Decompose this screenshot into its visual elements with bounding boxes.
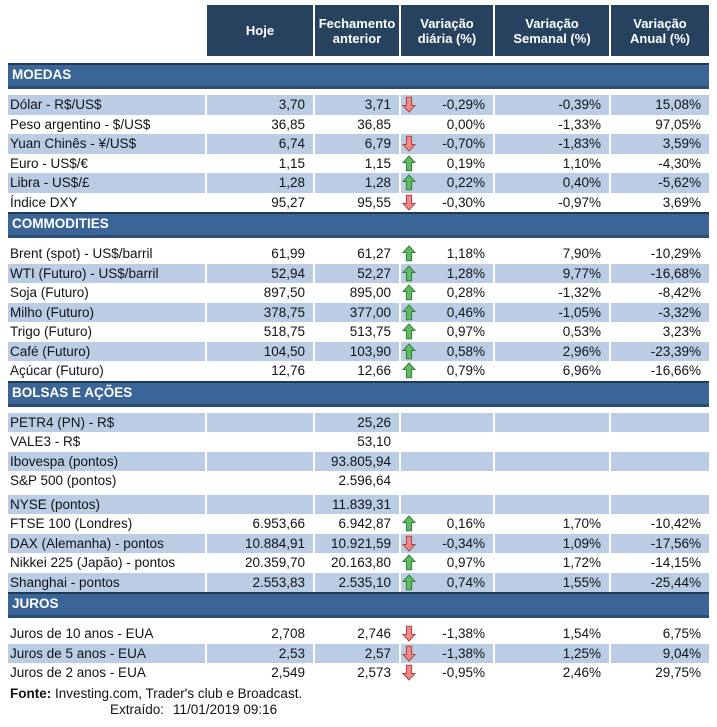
- cell-variacao-semanal: 0,40%: [495, 173, 609, 193]
- cell-hoje: 2,708: [271, 626, 305, 641]
- cell-hoje: [207, 495, 313, 515]
- cell-variacao-diaria: 0,16%: [401, 514, 493, 534]
- column-header-variacao-anual: Variação Anual (%): [611, 5, 709, 56]
- extracted-line: [10, 702, 709, 718]
- cell-variacao-anual: -25,44%: [611, 573, 709, 593]
- cell-instrument-label: Yuan Chinês - ¥/US$: [8, 134, 205, 154]
- column-header-variacao-diaria: Variação diária (%): [401, 5, 493, 56]
- table-row: [8, 154, 709, 174]
- cell-hoje: 12,76: [271, 363, 305, 378]
- cell-hoje: 3,70: [207, 95, 313, 115]
- table-row: [8, 115, 709, 135]
- cell-instrument-label: Juros de 2 anos - EUA: [10, 665, 146, 680]
- cell-variacao-diaria: -0,29%: [401, 95, 493, 115]
- cell-fechamento-anterior: 2.596,64: [338, 473, 391, 488]
- trend-icon-slot: [402, 496, 418, 512]
- cell-hoje: 95,27: [271, 194, 305, 210]
- cell-variacao-anual: 29,75%: [655, 665, 701, 680]
- cell-variacao-semanal: 1,09%: [495, 534, 609, 554]
- table-row: [8, 342, 709, 362]
- trend-icon-slot: [402, 453, 418, 469]
- cell-hoje: 2,53: [207, 644, 313, 664]
- cell-variacao-diaria: 0,97%: [401, 553, 493, 573]
- cell-variacao-anual: [611, 452, 709, 472]
- cell-instrument-label: Nikkei 225 (Japão) - pontos: [10, 555, 176, 570]
- table-footer: [10, 686, 709, 718]
- cell-variacao-diaria: [401, 452, 493, 472]
- cell-fechamento-anterior: 2,57: [315, 644, 399, 664]
- cell-variacao-semanal: 2,46%: [562, 665, 601, 680]
- cell-instrument-label: Trigo (Futuro): [10, 324, 93, 339]
- cell-hoje: 2.553,83: [207, 573, 313, 593]
- column-header-row: [8, 5, 709, 56]
- cell-variacao-anual: 3,69%: [662, 194, 701, 210]
- table-row: [8, 322, 709, 342]
- table-row: [8, 573, 709, 593]
- cell-instrument-label: Café (Futuro): [8, 342, 205, 362]
- down-arrow-icon: [402, 194, 418, 210]
- cell-variacao-semanal: -1,05%: [495, 303, 609, 323]
- cell-variacao-semanal: 1,10%: [562, 155, 601, 171]
- up-arrow-icon: [402, 516, 418, 532]
- section-header: BOLSAS E AÇÕES: [8, 381, 709, 407]
- cell-fechamento-anterior: 3,71: [315, 95, 399, 115]
- cell-fechamento-anterior: 2.535,10: [315, 573, 399, 593]
- cell-variacao-anual: 97,05%: [655, 116, 701, 132]
- cell-variacao-anual: [611, 413, 709, 433]
- table-row: [8, 173, 709, 193]
- cell-variacao-diaria: 0,00%: [401, 115, 493, 135]
- cell-fechamento-anterior: 95,55: [357, 194, 391, 210]
- source-label: Fonte:: [10, 685, 52, 701]
- cell-variacao-diaria: -0,95%: [401, 663, 493, 683]
- cell-variacao-anual: -17,56%: [611, 534, 709, 554]
- up-arrow-icon: [402, 304, 418, 320]
- up-arrow-icon: [402, 246, 418, 262]
- cell-variacao-diaria: 0,28%: [401, 283, 493, 303]
- cell-instrument-label: Peso argentino - $/US$: [10, 116, 151, 132]
- cell-variacao-semanal: 2,96%: [495, 342, 609, 362]
- table-row: [8, 452, 709, 472]
- cell-variacao-semanal: -1,32%: [558, 285, 601, 300]
- section-header: JUROS: [8, 592, 709, 618]
- cell-instrument-label: VALE3 - R$: [10, 434, 81, 449]
- cell-fechamento-anterior: 53,10: [357, 434, 391, 449]
- header-corner-blank: [8, 5, 205, 56]
- table-row: [8, 264, 709, 284]
- table-section: [8, 63, 709, 212]
- section-header: COMMODITIES: [8, 212, 709, 238]
- table-row: [8, 432, 709, 452]
- table-section: [8, 381, 709, 593]
- cell-fechamento-anterior: 103,90: [315, 342, 399, 362]
- cell-instrument-label: WTI (Futuro) - US$/barril: [8, 264, 205, 284]
- cell-hoje: 10.884,91: [207, 534, 313, 554]
- cell-fechamento-anterior: 12,66: [357, 363, 391, 378]
- cell-hoje: [207, 413, 313, 433]
- cell-hoje: [207, 432, 313, 452]
- extracted-timestamp: 11/01/2019 09:16: [173, 701, 278, 717]
- cell-hoje: 36,85: [271, 116, 305, 132]
- up-arrow-icon: [402, 343, 418, 359]
- up-arrow-icon: [402, 324, 418, 340]
- cell-instrument-label: DAX (Alemanha) - pontos: [8, 534, 205, 554]
- table-row: [8, 471, 709, 491]
- cell-instrument-label: Brent (spot) - US$/barril: [10, 246, 153, 261]
- cell-variacao-diaria: [401, 495, 493, 515]
- down-arrow-icon: [402, 665, 418, 681]
- table-row: [8, 514, 709, 534]
- cell-hoje: 20.359,70: [244, 555, 305, 570]
- cell-instrument-label: Libra - US$/£: [8, 173, 205, 193]
- cell-instrument-label: Índice DXY: [10, 194, 78, 210]
- cell-hoje: 518,75: [263, 324, 305, 339]
- cell-variacao-semanal: -0,39%: [495, 95, 609, 115]
- cell-variacao-anual: [611, 432, 709, 452]
- cell-hoje: 378,75: [207, 303, 313, 323]
- table-section: [8, 212, 709, 381]
- cell-fechamento-anterior: 377,00: [315, 303, 399, 323]
- cell-fechamento-anterior: 11.839,31: [315, 495, 399, 515]
- down-arrow-icon: [402, 136, 418, 152]
- down-arrow-icon: [402, 535, 418, 551]
- cell-instrument-label: PETR4 (PN) - R$: [8, 413, 205, 433]
- cell-fechamento-anterior: 1,28: [315, 173, 399, 193]
- table-row: [8, 663, 709, 683]
- cell-variacao-diaria: [401, 471, 493, 491]
- table-row: [8, 95, 709, 115]
- cell-fechamento-anterior: 1,15: [364, 155, 391, 171]
- up-arrow-icon: [402, 555, 418, 571]
- down-arrow-icon: [402, 626, 418, 642]
- trend-icon-slot: [402, 434, 418, 450]
- cell-variacao-anual: -16,68%: [611, 264, 709, 284]
- cell-variacao-semanal: 0,53%: [562, 324, 601, 339]
- cell-variacao-anual: -3,32%: [611, 303, 709, 323]
- cell-variacao-diaria: -0,30%: [401, 193, 493, 213]
- cell-instrument-label: Soja (Futuro): [10, 285, 89, 300]
- cell-variacao-semanal: 1,70%: [562, 516, 601, 531]
- cell-fechamento-anterior: 895,00: [349, 285, 391, 300]
- cell-variacao-diaria: 1,28%: [401, 264, 493, 284]
- trend-icon-slot: [402, 116, 418, 132]
- cell-variacao-semanal: -1,33%: [558, 116, 601, 132]
- cell-variacao-semanal: [495, 471, 609, 491]
- cell-instrument-label: Euro - US$/€: [10, 155, 89, 171]
- cell-fechamento-anterior: 2,746: [357, 626, 391, 641]
- table-row: [8, 283, 709, 303]
- cell-variacao-semanal: 1,54%: [562, 626, 601, 641]
- cell-hoje: 52,94: [207, 264, 313, 284]
- table-row: [8, 134, 709, 154]
- cell-fechamento-anterior: 20.163,80: [330, 555, 391, 570]
- table-row: [8, 193, 709, 213]
- up-arrow-icon: [402, 155, 418, 171]
- cell-variacao-semanal: 1,55%: [495, 573, 609, 593]
- up-arrow-icon: [402, 175, 418, 191]
- source-line: [10, 686, 709, 702]
- column-header-variacao-semanal: Variação Semanal (%): [495, 5, 609, 56]
- cell-fechamento-anterior: 25,26: [315, 413, 399, 433]
- down-arrow-icon: [402, 97, 418, 113]
- table-row: [8, 624, 709, 644]
- cell-variacao-semanal: 1,72%: [562, 555, 601, 570]
- cell-variacao-anual: -14,15%: [650, 555, 701, 570]
- cell-variacao-semanal: [495, 432, 609, 452]
- cell-variacao-semanal: [495, 495, 609, 515]
- cell-variacao-semanal: 7,90%: [562, 246, 601, 261]
- cell-variacao-anual: 6,75%: [662, 626, 701, 641]
- cell-variacao-anual: -5,62%: [611, 173, 709, 193]
- cell-variacao-semanal: -0,97%: [558, 194, 601, 210]
- table-row: [8, 553, 709, 573]
- cell-instrument-label: Dólar - R$/US$: [8, 95, 205, 115]
- cell-variacao-diaria: [401, 413, 493, 433]
- cell-variacao-anual: -10,42%: [650, 516, 701, 531]
- cell-variacao-anual: -4,30%: [658, 155, 701, 171]
- cell-fechamento-anterior: 2,573: [357, 665, 391, 680]
- up-arrow-icon: [402, 363, 418, 379]
- cell-hoje: [207, 452, 313, 472]
- source-text: Investing.com, Trader's club e Broadcast.: [51, 685, 303, 701]
- cell-variacao-diaria: -0,70%: [401, 134, 493, 154]
- cell-fechamento-anterior: 6.942,87: [338, 516, 391, 531]
- cell-instrument-label: Açúcar (Futuro): [10, 363, 104, 378]
- cell-hoje: 2,549: [271, 665, 305, 680]
- table-row: [8, 413, 709, 433]
- cell-variacao-anual: -10,29%: [650, 246, 701, 261]
- trend-icon-slot: [402, 414, 418, 430]
- cell-hoje: 104,50: [207, 342, 313, 362]
- cell-variacao-semanal: 6,96%: [562, 363, 601, 378]
- cell-variacao-semanal: 1,25%: [495, 644, 609, 664]
- cell-instrument-label: Juros de 10 anos - EUA: [10, 626, 154, 641]
- cell-variacao-diaria: 0,22%: [401, 173, 493, 193]
- up-arrow-icon: [402, 574, 418, 590]
- market-summary-table: [8, 5, 709, 718]
- cell-variacao-anual: [611, 471, 709, 491]
- cell-variacao-anual: -16,66%: [650, 363, 701, 378]
- down-arrow-icon: [402, 645, 418, 661]
- cell-instrument-label: FTSE 100 (Londres): [10, 516, 133, 531]
- up-arrow-icon: [402, 285, 418, 301]
- cell-variacao-diaria: 1,18%: [401, 244, 493, 264]
- cell-hoje: 6,74: [207, 134, 313, 154]
- cell-fechamento-anterior: 61,27: [357, 246, 391, 261]
- cell-fechamento-anterior: 10.921,59: [315, 534, 399, 554]
- cell-variacao-semanal: [495, 452, 609, 472]
- cell-fechamento-anterior: 513,75: [349, 324, 391, 339]
- trend-icon-slot: [402, 473, 418, 489]
- table-row: [8, 495, 709, 515]
- cell-variacao-semanal: -1,83%: [495, 134, 609, 154]
- column-header-hoje: Hoje: [207, 5, 313, 56]
- cell-variacao-diaria: -1,38%: [401, 624, 493, 644]
- cell-variacao-anual: [611, 495, 709, 515]
- cell-variacao-diaria: 0,79%: [401, 361, 493, 381]
- cell-hoje: 1,28: [207, 173, 313, 193]
- cell-variacao-diaria: -0,34%: [401, 534, 493, 554]
- table-row: [8, 244, 709, 264]
- cell-variacao-anual: 15,08%: [611, 95, 709, 115]
- cell-variacao-semanal: [495, 413, 609, 433]
- cell-hoje: 897,50: [263, 285, 305, 300]
- cell-variacao-diaria: 0,19%: [401, 154, 493, 174]
- cell-variacao-semanal: 9,77%: [495, 264, 609, 284]
- cell-hoje: 61,99: [271, 246, 305, 261]
- cell-variacao-diaria: 0,58%: [401, 342, 493, 362]
- table-row: [8, 361, 709, 381]
- cell-variacao-anual: -23,39%: [611, 342, 709, 362]
- cell-fechamento-anterior: 36,85: [357, 116, 391, 132]
- cell-instrument-label: S&P 500 (pontos): [10, 473, 117, 488]
- cell-instrument-label: NYSE (pontos): [8, 495, 205, 515]
- table-row: [8, 303, 709, 323]
- up-arrow-icon: [402, 265, 418, 281]
- cell-variacao-diaria: 0,97%: [401, 322, 493, 342]
- cell-instrument-label: Juros de 5 anos - EUA: [8, 644, 205, 664]
- cell-variacao-diaria: [401, 432, 493, 452]
- cell-variacao-anual: 3,23%: [662, 324, 701, 339]
- cell-variacao-diaria: 0,74%: [401, 573, 493, 593]
- cell-hoje: 6.953,66: [252, 516, 305, 531]
- cell-variacao-diaria: 0,46%: [401, 303, 493, 323]
- cell-fechamento-anterior: 93.805,94: [315, 452, 399, 472]
- cell-hoje: 1,15: [278, 155, 305, 171]
- extracted-label: Extraído:: [110, 701, 165, 717]
- cell-hoje: [207, 471, 313, 491]
- cell-variacao-anual: -8,42%: [658, 285, 701, 300]
- cell-fechamento-anterior: 6,79: [315, 134, 399, 154]
- table-row: [8, 534, 709, 554]
- table-section: [8, 592, 709, 683]
- cell-variacao-anual: 9,04%: [611, 644, 709, 664]
- cell-variacao-diaria: -1,38%: [401, 644, 493, 664]
- column-header-fechamento-anterior: Fechamento anterior: [315, 5, 399, 56]
- table-row: [8, 644, 709, 664]
- table-body: [8, 63, 709, 683]
- cell-fechamento-anterior: 52,27: [315, 264, 399, 284]
- section-header: MOEDAS: [8, 63, 709, 89]
- cell-instrument-label: Milho (Futuro): [8, 303, 205, 323]
- cell-variacao-anual: 3,59%: [611, 134, 709, 154]
- cell-instrument-label: Shanghai - pontos: [8, 573, 205, 593]
- cell-instrument-label: Ibovespa (pontos): [8, 452, 205, 472]
